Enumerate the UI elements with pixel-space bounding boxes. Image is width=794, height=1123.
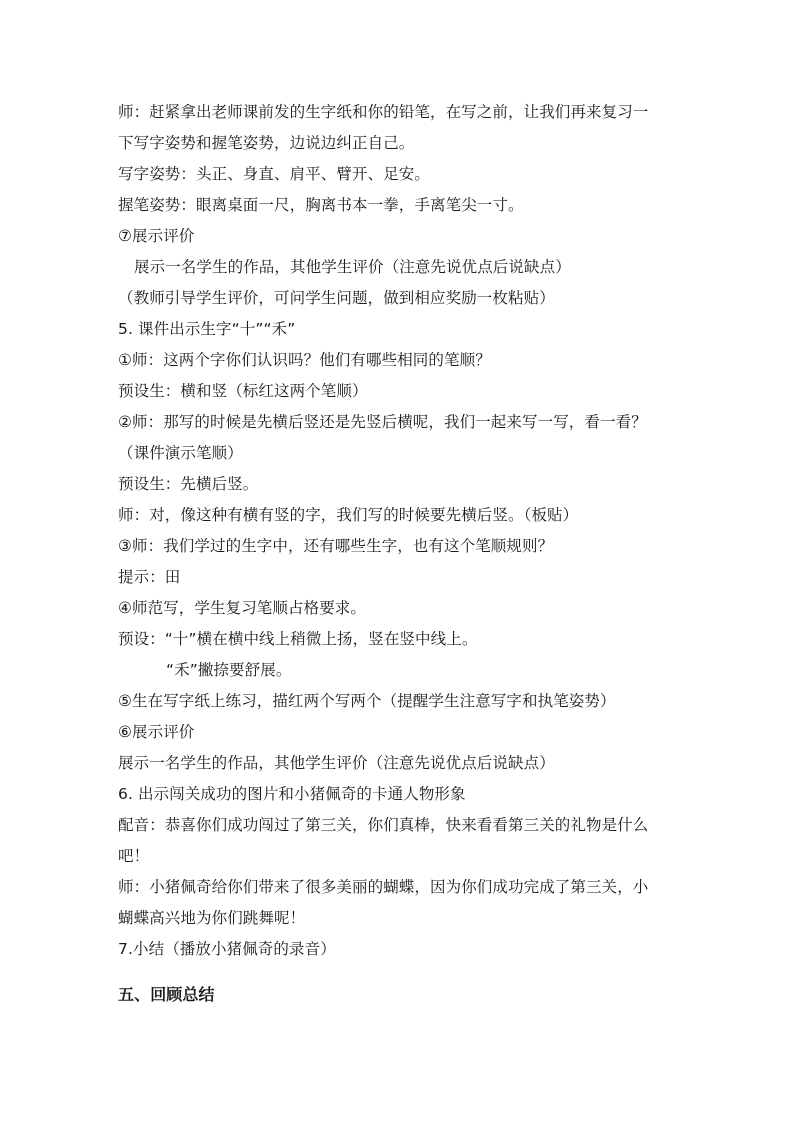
text-line: 蝴蝶高兴地为你们跳舞呢！ bbox=[118, 909, 306, 927]
text-line: 预设：“十”横在横中线上稍微上扬，竖在竖中线上。 bbox=[118, 630, 478, 648]
step-heading: ⑦展示评价 bbox=[118, 227, 195, 245]
text-line: 握笔姿势：眼离桌面一尺，胸离书本一拳，手离笔尖一寸。 bbox=[118, 196, 524, 214]
text-line: 展示一名学生的作品，其他学生评价（注意先说优点后说缺点） bbox=[134, 258, 571, 276]
text-line: 提示：田 bbox=[118, 568, 181, 586]
document-body bbox=[118, 97, 678, 1010]
numbered-item: 6. 出示闯关成功的图片和小猪佩奇的卡通人物形象 bbox=[118, 785, 466, 803]
text-line: ①师：这两个字你们认识吗？他们有哪些相同的笔顺？ bbox=[118, 351, 491, 369]
text-line: 配音：恭喜你们成功闯过了第三关，你们真棒，快来看看第三关的礼物是什么 bbox=[118, 816, 649, 834]
text-line: 展示一名学生的作品，其他学生评价（注意先说优点后说缺点） bbox=[118, 754, 555, 772]
text-line: （教师引导学生评价，可问学生问题，做到相应奖励一枚粘贴） bbox=[118, 289, 555, 307]
text-line: 预设生：先横后竖。 bbox=[118, 475, 259, 493]
text-line: 写字姿势：头正、身直、肩平、臂开、足安。 bbox=[118, 165, 431, 183]
text-line: ③师：我们学过的生字中，还有哪些生字，也有这个笔顺规则？ bbox=[118, 537, 554, 555]
text-line: ⑤生在写字纸上练习，描红两个写两个（提醒学生注意写字和执笔姿势） bbox=[118, 692, 616, 710]
text-line: 师：小猪佩奇给你们带来了很多美丽的蝴蝶，因为你们成功完成了第三关，小 bbox=[118, 878, 649, 896]
text-line: 师：对，像这种有横有竖的字，我们写的时候要先横后竖。（板贴） bbox=[118, 506, 579, 524]
text-line: ④师范写，学生复习笔顺占格要求。 bbox=[118, 599, 366, 617]
text-line: （课件演示笔顺） bbox=[118, 444, 243, 462]
step-heading: ⑥展示评价 bbox=[118, 723, 195, 741]
numbered-item: 5. 课件出示生字“十”“禾” bbox=[118, 320, 296, 338]
text-line: ②师：那写的时候是先横后竖还是先竖后横呢，我们一起来写一写，看一看？ bbox=[118, 413, 647, 431]
text-line: 吧！ bbox=[118, 847, 150, 865]
text-line: 下写字姿势和握笔姿势，边说边纠正自己。 bbox=[118, 134, 415, 152]
text-line: 师：赶紧拿出老师课前发的生字纸和你的铅笔，在写之前，让我们再来复习一 bbox=[118, 103, 649, 121]
text-line: “禾”撇捺要舒展。 bbox=[166, 661, 292, 679]
text-line: 预设生：横和竖（标红这两个笔顺） bbox=[118, 382, 368, 400]
section-heading: 五、回顾总结 bbox=[118, 985, 215, 1004]
numbered-item: 7.小结（播放小猪佩奇的录音） bbox=[118, 940, 336, 958]
